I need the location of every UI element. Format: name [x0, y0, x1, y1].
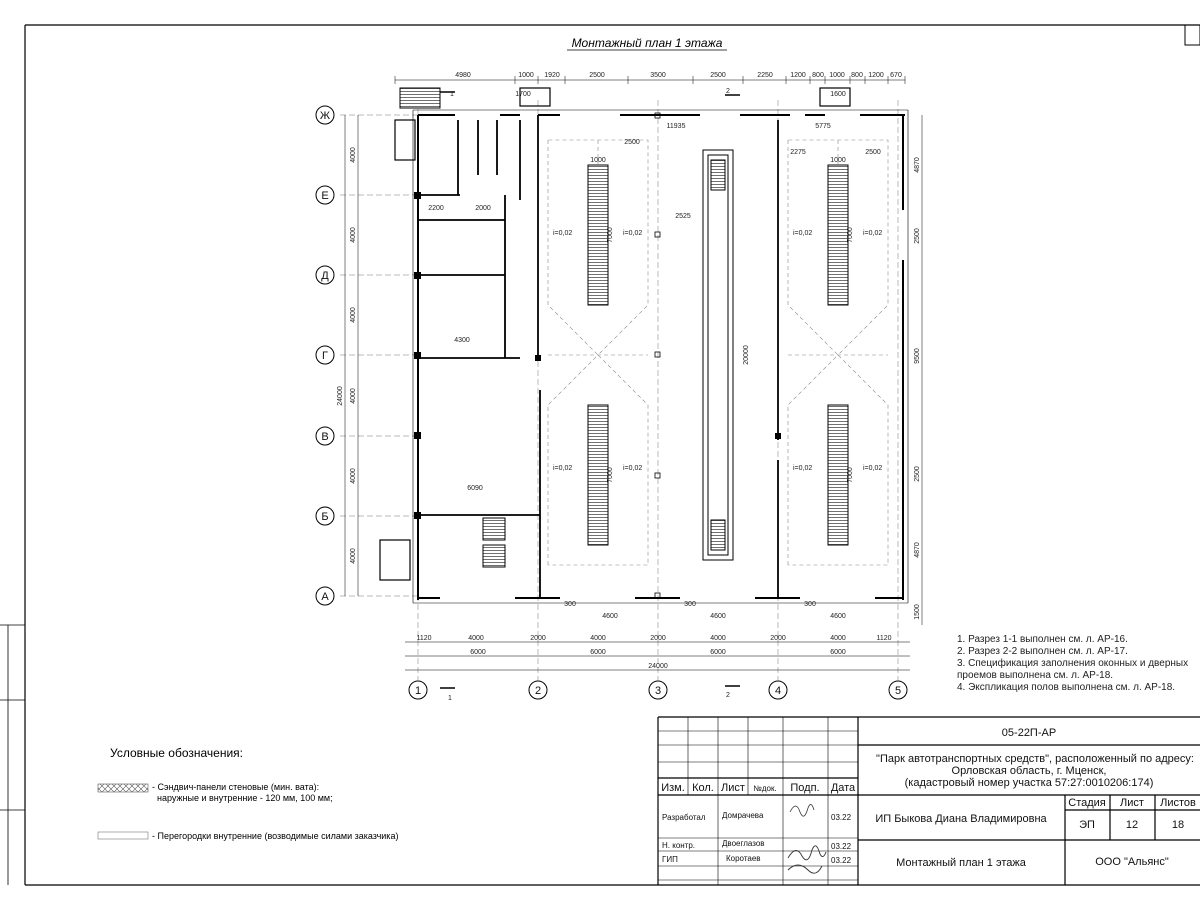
axis-label: 1 — [414, 685, 422, 697]
dim-value: 4000 — [830, 635, 846, 642]
axis-label: Д — [321, 270, 329, 282]
dim-value: 4600 — [710, 613, 726, 620]
dim-value: 4600 — [602, 613, 618, 620]
vestibules — [380, 88, 850, 580]
tb-name: Коротаев — [726, 854, 761, 863]
dim-value: 670 — [890, 72, 902, 79]
axis-label: 4 — [774, 685, 782, 697]
dim-value: 24000 — [337, 386, 344, 406]
dim-value: 800 — [851, 72, 863, 79]
signature-1 — [790, 804, 814, 816]
tb-col-header: Дата — [830, 782, 856, 794]
tb-drawing-name: Монтажный план 1 этажа — [896, 857, 1026, 869]
section-mark-2-bottom: 2 — [726, 692, 730, 699]
long-pit-stair-bottom — [711, 520, 725, 550]
slope-label: i=0,02 — [863, 465, 883, 472]
section-mark-2: 2 — [726, 88, 730, 95]
slope-label: i=0,02 — [793, 230, 813, 237]
note-line: проемов выполнена см. л. АР-18. — [957, 670, 1114, 681]
tb-company: ООО "Альянс" — [1095, 856, 1169, 868]
tb-col-header: №док. — [753, 784, 777, 793]
pit-3 — [828, 165, 848, 305]
tb-date: 03.22 — [831, 856, 852, 865]
dim-value: 800 — [812, 72, 824, 79]
dim-value: 6000 — [830, 649, 846, 656]
long-pit-inner — [708, 155, 728, 555]
dim-value: 1200 — [790, 72, 806, 79]
door-dimensions — [515, 91, 846, 98]
title-block — [658, 717, 1200, 885]
dim-value: 2200 — [428, 205, 444, 212]
dim-value: 300 — [564, 601, 576, 608]
tb-col-header: Кол. — [692, 782, 714, 794]
dim-value: 1920 — [544, 72, 560, 79]
signature-2 — [788, 846, 826, 860]
axis-label: 2 — [534, 685, 542, 697]
pit-1 — [588, 165, 608, 305]
dim-value: 24000 — [648, 663, 668, 670]
bottom-dimension-row1 — [416, 635, 891, 642]
dim-value: 6000 — [470, 649, 486, 656]
axis-label: Б — [321, 511, 329, 523]
dim-value: 4600 — [830, 613, 846, 620]
tb-date: 03.22 — [831, 813, 852, 822]
dim-value: 4000 — [468, 635, 484, 642]
notes — [957, 634, 1188, 693]
dim-value: 2500 — [865, 149, 881, 156]
tb-client: ИП Быкова Диана Владимировна — [875, 813, 1047, 825]
legend-item-label: - Перегородки внутренние (возводимые силами заказчика) — [152, 831, 399, 841]
tb-name: Домрачева — [722, 811, 764, 820]
dim-value: 1500 — [914, 604, 921, 620]
legend — [98, 746, 398, 841]
binding-strip — [0, 625, 25, 885]
dim-value: 4980 — [455, 72, 471, 79]
dim-value: 1700 — [515, 91, 531, 98]
dim-value: 300 — [804, 601, 816, 608]
pit-2 — [588, 405, 608, 545]
dim-value: 2250 — [757, 72, 773, 79]
tb-code: 05-22П-АР — [1001, 727, 1057, 739]
dim-value: 9500 — [914, 348, 921, 364]
dim-value: 1120 — [876, 635, 892, 642]
dim-value: 300 — [684, 601, 696, 608]
dim-value: 2500 — [710, 72, 726, 79]
axis-labels-bottom — [415, 685, 901, 697]
left-dimension-chain — [345, 115, 358, 596]
tb-role: Н. контр. — [662, 841, 696, 850]
dim-value: 2000 — [530, 635, 546, 642]
dim-value: 1600 — [830, 91, 846, 98]
dim-value: 4000 — [350, 147, 357, 163]
tb-role: Разработал — [662, 813, 706, 822]
dim-value: 2500 — [624, 139, 640, 146]
dim-value: 4300 — [454, 337, 470, 344]
slope-label: i=0,02 — [623, 230, 643, 237]
tb-role: ГИП — [662, 855, 678, 864]
tb-col-header: Изм. — [661, 782, 685, 794]
dim-value: 1000 — [830, 157, 846, 164]
axis-label: А — [321, 591, 329, 603]
slope-label: i=0,02 — [863, 230, 883, 237]
long-pit-stair-top — [711, 160, 725, 190]
dim-value: 2525 — [675, 213, 691, 220]
note-line: 4. Экспликация полов выполнена см. л. АР-18. — [957, 682, 1176, 693]
dim-value: 7000 — [847, 227, 854, 243]
dim-value: 4000 — [350, 468, 357, 484]
dim-value: 2500 — [589, 72, 605, 79]
top-dimension-values — [455, 72, 902, 79]
dim-value: 4000 — [350, 307, 357, 323]
tb-sheets: 18 — [1171, 819, 1185, 831]
tb-col-header: Лист — [721, 782, 745, 794]
frame-corner-box — [1185, 25, 1200, 45]
dim-value: 11935 — [666, 123, 686, 130]
axis-label: В — [321, 431, 329, 443]
axis-3-markers — [655, 113, 660, 598]
dim-value: 2000 — [475, 205, 491, 212]
dim-value: 7000 — [607, 227, 614, 243]
tb-sheet: 12 — [1125, 819, 1139, 831]
dim-value: 1000 — [829, 72, 845, 79]
dim-value: 3500 — [650, 72, 666, 79]
dim-value: 4000 — [350, 388, 357, 404]
section-mark-1-bottom: 1 — [448, 695, 452, 702]
dim-value: 2500 — [914, 228, 921, 244]
tb-stage: ЭП — [1079, 819, 1095, 831]
dim-value: 1000 — [590, 157, 606, 164]
dim-value: 4000 — [350, 548, 357, 564]
dim-value: 2500 — [914, 466, 921, 482]
dim-value: 4870 — [914, 157, 921, 173]
axis-label: 5 — [894, 685, 902, 697]
tb-date: 03.22 — [831, 842, 852, 851]
sheet-title: Монтажный план 1 этажа — [571, 36, 723, 50]
right-dimension-values — [914, 157, 921, 620]
note-line: 3. Спецификация заполнения оконных и дверных — [957, 658, 1189, 669]
dim-value: 2000 — [770, 635, 786, 642]
legend-item-label: - Сэндвич-панели стеновые (мин. вата): — [152, 782, 320, 792]
tb-project-line: "Парк автотранспортных средств", расположенный по адресу: — [876, 753, 1194, 765]
tb-sheet-header: Лист — [1120, 797, 1144, 809]
section-mark-1: 1 — [450, 91, 454, 98]
note-line: 1. Разрез 1-1 выполнен см. л. АР-16. — [957, 634, 1128, 645]
axis-label: 3 — [654, 685, 662, 697]
slope-label: i=0,02 — [553, 465, 573, 472]
dim-value: 20000 — [743, 345, 750, 365]
dim-value: 1120 — [416, 635, 432, 642]
legend-title: Условные обозначения: — [110, 746, 243, 760]
dim-value: 4000 — [350, 227, 357, 243]
axis-label: Ж — [319, 110, 331, 122]
slope-label: i=0,02 — [623, 465, 643, 472]
note-line: 2. Разрез 2-2 выполнен см. л. АР-17. — [957, 646, 1128, 657]
dim-value: 6090 — [467, 485, 483, 492]
dim-value: 7000 — [847, 467, 854, 483]
dim-value: 1000 — [518, 72, 534, 79]
slope-label: i=0,02 — [553, 230, 573, 237]
dim-value: 1200 — [868, 72, 884, 79]
dim-value: 6000 — [710, 649, 726, 656]
dim-value: 7000 — [607, 467, 614, 483]
pit-4 — [828, 405, 848, 545]
legend-item-label: наружные и внутренние - 120 мм, 100 мм; — [157, 793, 333, 803]
slope-label: i=0,02 — [793, 465, 813, 472]
axis-grid — [340, 100, 898, 680]
pit-dimensions — [590, 157, 854, 483]
tb-sheets-header: Листов — [1160, 797, 1196, 809]
legend-partition-swatch — [98, 832, 148, 839]
dim-value: 4870 — [914, 542, 921, 558]
axis-label: Г — [322, 350, 328, 362]
dim-value: 2275 — [790, 149, 806, 156]
dim-value: 2000 — [650, 635, 666, 642]
dim-value: 4000 — [590, 635, 606, 642]
dim-value: 6000 — [590, 649, 606, 656]
tb-project-line: (кадастровый номер участка 57:27:0010206:174) — [904, 777, 1154, 789]
tb-stage-header: Стадия — [1068, 797, 1106, 809]
legend-sandwich-swatch — [98, 784, 148, 792]
tb-name: Двоеглазов — [722, 839, 765, 848]
dim-value: 4000 — [710, 635, 726, 642]
left-dimension-values — [337, 147, 357, 564]
stair-left — [400, 88, 505, 567]
tb-col-header: Подп. — [790, 782, 820, 794]
axis-label: Е — [321, 190, 329, 202]
tb-project-line: Орловская область, г. Мценск, — [951, 765, 1107, 777]
dim-value: 5775 — [815, 123, 831, 130]
